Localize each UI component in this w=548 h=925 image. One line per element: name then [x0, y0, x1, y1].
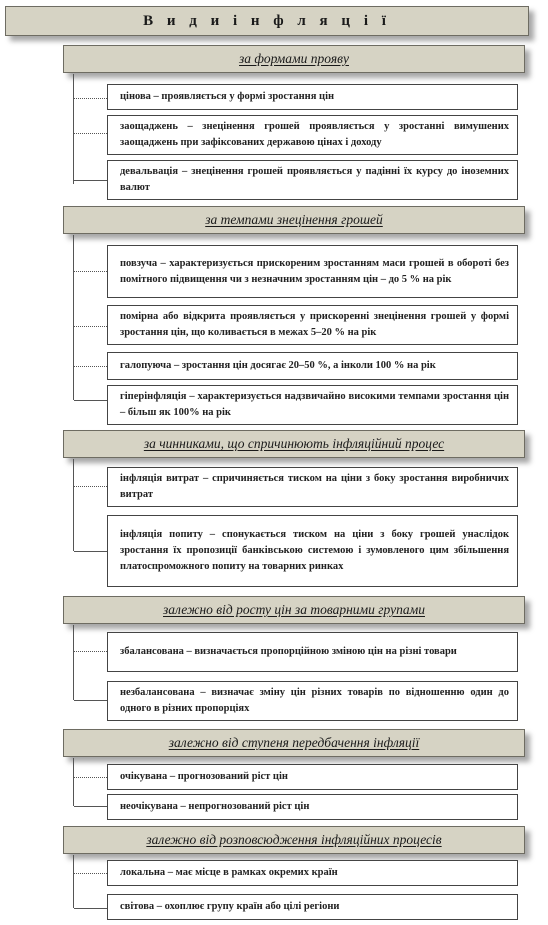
connector-branch	[74, 908, 107, 909]
category-forms-of-manifestation: за формами прояву	[63, 45, 525, 73]
connector-vertical	[73, 625, 74, 700]
connector-vertical	[73, 459, 74, 551]
connector-branch	[74, 777, 107, 778]
connector-branch	[74, 700, 107, 701]
inflation-type-item: помірна або відкрита проявляється у прискоренні знецінення грошей у формі зростання цін, що коливається в межах 5–20 % на рік	[107, 305, 518, 345]
connector-branch	[74, 873, 107, 874]
connector-branch	[74, 366, 107, 367]
inflation-type-item: очікувана – прогнозований ріст цін	[107, 764, 518, 790]
category-causal-factors: за чинниками, що спричинюють інфляційний процес	[63, 430, 525, 458]
category-spread-of-processes: залежно від розповсюдження інфляційних процесів	[63, 826, 525, 854]
connector-branch	[74, 806, 107, 807]
connector-branch	[74, 271, 107, 272]
inflation-type-item: девальвація – знецінення грошей проявляється у падінні їх курсу до іноземних валют	[107, 160, 518, 200]
diagram-title: В и д и і н ф л я ц і ї	[5, 6, 529, 36]
category-rates-of-depreciation: за темпами знецінення грошей	[63, 206, 525, 234]
inflation-type-item: повзуча – характеризується прискореним зростанням маси грошей в обороті без помітного підвищення чи з незначним зростанням цін – до 5 % на рік	[107, 245, 518, 298]
inflation-type-item: гіперінфляція – характеризується надзвичайно високими темпами зростання цін – більш як 100% на рік	[107, 385, 518, 425]
inflation-type-item: локальна – має місце в рамках окремих країн	[107, 860, 518, 886]
inflation-type-item: неочікувана – непрогнозований ріст цін	[107, 794, 518, 820]
connector-vertical	[73, 235, 74, 400]
connector-vertical	[73, 74, 74, 184]
inflation-type-item: світова – охоплює групу країн або цілі регіони	[107, 894, 518, 920]
inflation-type-item: цінова – проявляється у формі зростання цін	[107, 84, 518, 110]
inflation-type-item: інфляція витрат – спричиняється тиском на ціни з боку зростання виробничих витрат	[107, 467, 518, 507]
connector-branch	[74, 651, 107, 652]
category-price-growth-by-goods: залежно від росту цін за товарними групами	[63, 596, 525, 624]
connector-branch	[74, 326, 107, 327]
inflation-type-item: заощаджень – знецінення грошей проявляється у зростанні вимушених заощаджень при зафіксованих державою цінах і доходу	[107, 115, 518, 155]
inflation-type-item: галопуюча – зростання цін досягає 20–50 %, а інколи 100 % на рік	[107, 352, 518, 380]
category-degree-of-anticipation: залежно від ступеня передбачення інфляції	[63, 729, 525, 757]
inflation-type-item: інфляція попиту – спонукається тиском на ціни з боку грошей унаслідок зростання їх пропозиції банківською системою і зумовленого цим збільшення платоспроможного попиту на товарних ринках	[107, 515, 518, 587]
connector-vertical	[73, 855, 74, 908]
connector-branch	[74, 180, 107, 181]
inflation-type-item: незбалансована – визначає зміну цін різних товарів по відношенню один до одного в різних пропорціях	[107, 681, 518, 721]
connector-vertical	[73, 758, 74, 806]
connector-branch	[74, 133, 107, 134]
connector-branch	[74, 551, 107, 552]
connector-branch	[74, 98, 107, 99]
connector-branch	[74, 486, 107, 487]
inflation-type-item: збалансована – визначається пропорційною зміною цін на різні товари	[107, 632, 518, 672]
connector-branch	[74, 400, 107, 401]
